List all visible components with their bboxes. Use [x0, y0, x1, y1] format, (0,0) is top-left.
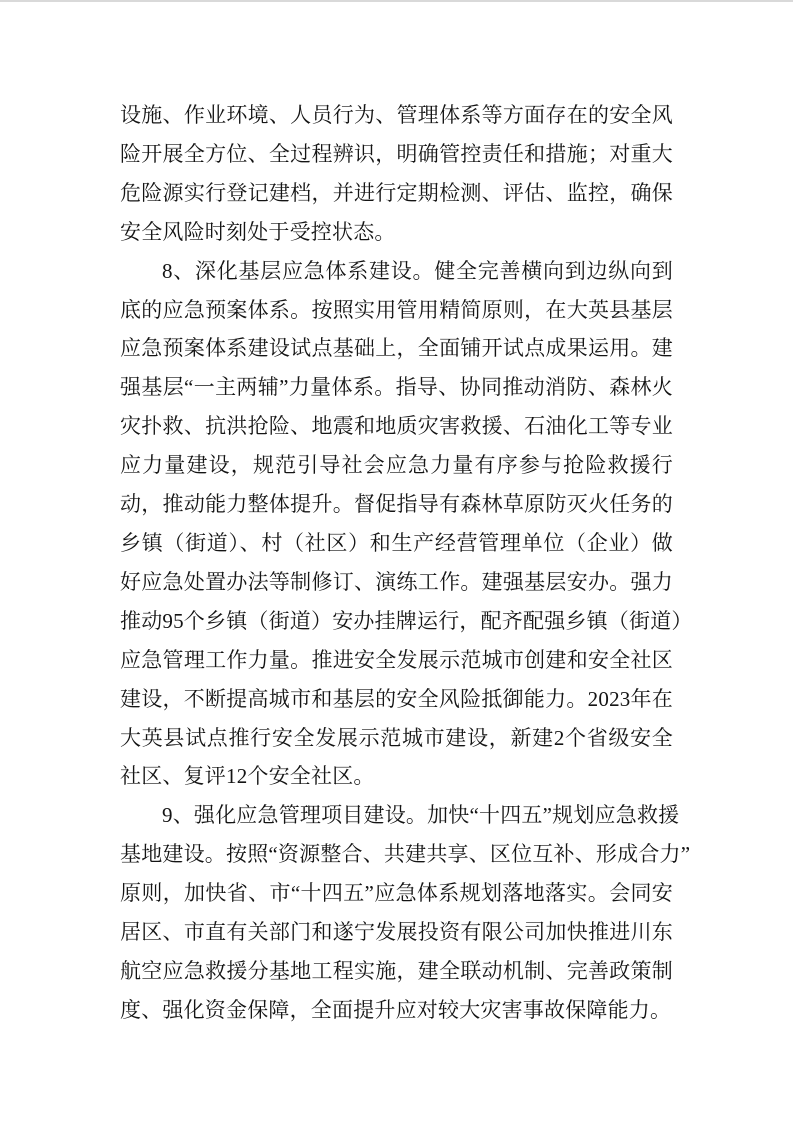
text-line: 航空应急救援分基地工程实施，建全联动机制、完善政策制 [120, 958, 673, 983]
text-line: 危险源实行登记建档，并进行定期检测、评估、监控，确保 [120, 180, 673, 205]
text-line: 8、深化基层应急体系建设。健全完善横向到边纵向到 [162, 258, 673, 283]
text-line: 底的应急预案体系。按照实用管用精简原则，在大英县基层 [120, 297, 673, 322]
text-line: 应急管理工作力量。推进安全发展示范城市创建和安全社区 [120, 647, 673, 672]
paragraph [120, 796, 691, 1029]
text-line: 安全风险时刻处于受控状态。 [120, 219, 396, 244]
text-line: 大英县试点推行安全发展示范城市建设，新建2个省级安全 [120, 725, 673, 750]
text-line: 推动95个乡镇（街道）安办挂牌运行，配齐配强乡镇（街道） [120, 608, 693, 633]
paragraph [120, 96, 673, 252]
text-line: 设施、作业环境、人员行为、管理体系等方面存在的安全风 [120, 103, 673, 127]
text-line: 乡镇（街道）、村（社区）和生产经营管理单位（企业）做 [120, 530, 673, 555]
document-body [120, 96, 693, 1030]
text-line: 居区、市直有关部门和遂宁发展投资有限公司加快推进川东 [120, 920, 673, 945]
text-line: 度、强化资金保障，全面提升应对较大灾害事故保障能力。 [120, 997, 672, 1022]
text-line: 原则，加快省、市“十四五”应急体系规划落地落实。会同安 [120, 881, 673, 906]
text-line: 建设，不断提高城市和基层的安全风险抵御能力。2023年在 [120, 686, 673, 711]
text-line: 应力量建设，规范引导社会应急力量有序参与抢险救援行 [120, 453, 673, 478]
text-line: 险开展全方位、全过程辨识，明确管控责任和措施；对重大 [120, 141, 673, 166]
text-line: 基地建设。按照“资源整合、共建共享、区位互补、形成合力” [120, 842, 691, 867]
paragraph [120, 252, 693, 797]
text-line: 应急预案体系建设试点基础上，全面铺开试点成果运用。建 [120, 336, 673, 361]
text-line: 灾扑救、抗洪抢险、地震和地质灾害救援、石油化工等专业 [120, 414, 673, 439]
text-line: 9、强化应急管理项目建设。加快“十四五”规划应急救援 [162, 803, 680, 828]
text-line: 动，推动能力整体提升。督促指导有森林草原防灭火任务的 [120, 492, 673, 517]
page-top-edge [0, 0, 793, 2]
text-line: 社区、复评12个安全社区。 [120, 764, 375, 789]
text-line: 强基层“一主两辅”力量体系。指导、协同推动消防、森林火 [120, 375, 673, 400]
text-line: 好应急处置办法等制修订、演练工作。建强基层安办。强力 [120, 569, 673, 594]
